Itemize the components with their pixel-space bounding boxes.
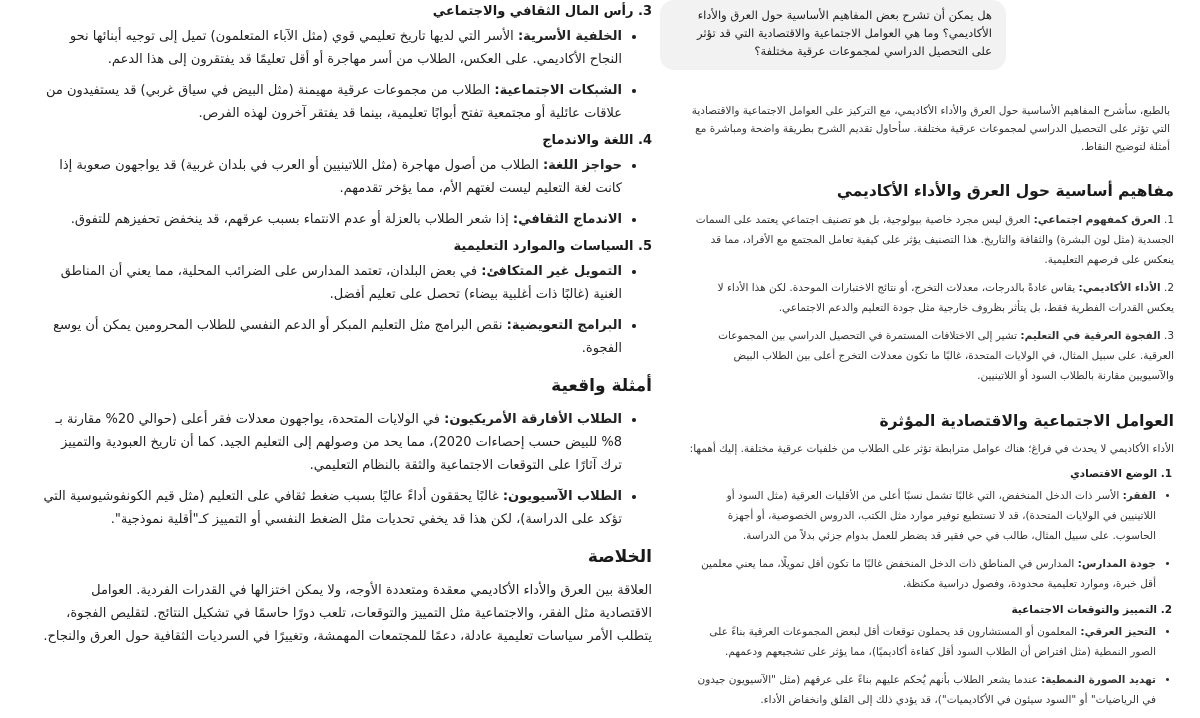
list-item: • جودة المدارس: المدارس في المناطق ذات الدخل المنخفض غالبًا ما تكون أقل تمويلًا، مما يعني معلمين أقل خبرة، وموارد تعليمية محدودة، وفصول دراسية مكتظة. <box>688 554 1156 594</box>
list-item: • الشبكات الاجتماعية: الطلاب من مجموعات عرقية مهيمنة (مثل البيض في سياق غربي) قد يستفيدون من علاقات عائلية أو مجتمعية تفتح أبوابًا تعليمية، بينما قد يفتقر آخرون لهذه الفرص. <box>40 79 622 125</box>
subsection-title-policies: 5. السياسات والموارد التعليمية <box>453 239 652 254</box>
subsection-title-cultural-capital: 3. رأس المال الثقافي والاجتماعي <box>432 4 652 19</box>
list-item: • الطلاب الآسيويون: غالبًا يحققون أداءً عاليًا بسبب ضغط ثقافي على التعليم (مثل قيم الكونفوشيوسية التي تؤكد على الدراسة)، لكن هذا قد يخفي تحديات مثل الضغط النفسي أو التمييز كـ"أقلية نموذجية". <box>40 485 622 531</box>
list-item: • الاندماج الثقافي: إذا شعر الطلاب بالعزلة أو عدم الانتماء بسبب عرقهم، قد ينخفض تحفيزهم للتفوق. <box>40 208 622 231</box>
subsection-title-discrimination: 2. التمييز والتوقعات الاجتماعية <box>1011 604 1172 616</box>
user-question-text: هل يمكن أن تشرح بعض المفاهيم الأساسية حول العرق والأداء الأكاديمي؟ وما هي العوامل الاجتماعية والاقتصادية التي قد تؤثر على التحصيل الدراسي لمجموعات عرقية مختلفة؟ <box>697 8 992 58</box>
user-question-bubble <box>660 0 1006 70</box>
subsection-title-economic: 1. الوضع الاقتصادي <box>1070 468 1172 480</box>
right-column <box>688 0 1180 718</box>
concept-term: العرق كمفهوم اجتماعي: <box>1033 214 1161 226</box>
section-title-factors: العوامل الاجتماعية والاقتصادية المؤثرة <box>879 412 1174 430</box>
discrimination-list <box>688 622 1180 710</box>
left-column <box>40 0 652 648</box>
list-item: • التحيز العرقي: المعلمون أو المستشارون قد يحملون توقعات أقل لبعض المجموعات العرقية بناءً على الصور النمطية (مثل افتراض أن الطلاب السود أقل كفاءة أكاديميًا)، مما يؤثر على تشجيعهم ودعمهم. <box>688 622 1156 662</box>
list-item: • البرامج التعويضية: نقص البرامج مثل التعليم المبكر أو الدعم النفسي للطلاب المحرومين يمكن أن يوسع الفجوة. <box>40 314 622 360</box>
concept-item: 2. الأداء الأكاديمي: يقاس عادةً بالدرجات، معدلات التخرج، أو نتائج الاختبارات الموحدة. لكن هذا الأداء لا يعكس القدرات الفطرية فقط، بل يتأثر بظروف خارجية مثل جودة التعليم والدعم الاجتماعي. <box>717 282 1174 314</box>
concept-item: 1. العرق كمفهوم اجتماعي: العرق ليس مجرد خاصية بيولوجية، بل هو تصنيف اجتماعي يعتمد على السمات الجسدية (مثل لون البشرة) والثقافة والتاريخ. هذا التصنيف يؤثر على كيفية تعامل المجتمع مع الأفراد، مما قد ينعكس على فرصهم التعليمية. <box>695 214 1174 266</box>
list-item: • الخلفية الأسرية: الأسر التي لديها تاريخ تعليمي قوي (مثل الآباء المتعلمون) تميل إلى توجيه أبنائها نحو النجاح الأكاديمي. على العكس، الطلاب من أسر مهاجرة أو أقل تعليمًا قد يفتقرون إلى هذا الدعم. <box>40 25 622 71</box>
list-item: • الطلاب الأفارقة الأمريكيون: في الولايات المتحدة، يواجهون معدلات فقر أعلى (حوالي 20% مقارنة بـ 8% للبيض حسب إحصاءات 2020)، مما يحد من وصولهم إلى التعليم الجيد. كما أن تاريخ العبودية والتمييز ترك آثارًا على التوقعات الاجتماعية والثقة بالنظام التعليمي. <box>40 408 622 477</box>
concept-term: الأداء الأكاديمي: <box>1078 282 1161 294</box>
subsection-title-language: 4. اللغة والاندماج <box>542 133 652 148</box>
economic-list <box>688 486 1180 594</box>
list-item: • تهديد الصورة النمطية: عندما يشعر الطلاب بأنهم يُحكم عليهم بناءً على عرقهم (مثل "الآسيويون جيدون في الرياضيات" أو "السود سيئون في الأكاديميات")، قد يؤدي ذلك إلى القلق وانخفاض الأداء. <box>688 670 1156 710</box>
list-item: • التمويل غير المتكافئ: في بعض البلدان، تعتمد المدارس على الضرائب المحلية، مما يعني أن المناطق الغنية (غالبًا ذات أغلبية بيضاء) تحصل على تعليم أفضل. <box>40 260 622 306</box>
cultural-capital-list <box>40 25 652 125</box>
conclusion-text: العلاقة بين العرق والأداء الأكاديمي معقدة ومتعددة الأوجه، ولا يمكن اختزالها في القدرات الفردية. العوامل الاقتصادية مثل الفقر، والاجتماعية مثل التمييز والتوقعات، تلعب دورًا حاسمًا في تشكيل النتائج. لتقليص الفجوة، يتطلب الأمر سياسات تعليمية عادلة، دعمًا للمجتمعات المهمشة، وتغييرًا في السرديات الثقافية حول العرق والنجاح. <box>43 583 652 644</box>
concept-item: 3. الفجوة العرقية في التعليم: تشير إلى الاختلافات المستمرة في التحصيل الدراسي بين المجموعات العرقية. على سبيل المثال، في الولايات المتحدة، غالبًا ما تكون معدلات التخرج أعلى بين الطلاب البيض والآسيويين مقارنة بالطلاب السود أو اللاتينيين. <box>718 330 1174 382</box>
concept-text: تشير إلى الاختلافات المستمرة في التحصيل الدراسي بين المجموعات العرقية. على سبيل المثال، في الولايات المتحدة، غالبًا ما تكون معدلات التخرج أعلى بين الطلاب البيض والآسيويين مقارنة بالطلاب السود أو اللاتينيين. <box>718 330 1174 382</box>
list-item: • حواجز اللغة: الطلاب من أصول مهاجرة (مثل اللاتينيين أو العرب في بلدان غربية) قد يواجهون صعوبة إذا كانت لغة التعليم ليست لغتهم الأم، مما يؤخر تقدمهم. <box>40 154 622 200</box>
answer-intro: بالطبع، سأشرح المفاهيم الأساسية حول العرق والأداء الأكاديمي، مع التركيز على العوامل الاجتماعية والاقتصادية التي تؤثر على التحصيل الدراسي لمجموعات عرقية مختلفة. سأحاول تقديم الشرح بطريقة واضحة ومباشرة مع أمثلة لتوضيح النقاط. <box>691 105 1170 153</box>
language-list <box>40 154 652 231</box>
section-title-concepts: مفاهيم أساسية حول العرق والأداء الأكاديمي <box>836 182 1174 200</box>
policies-list <box>40 260 652 360</box>
concept-text: يقاس عادةً بالدرجات، معدلات التخرج، أو نتائج الاختبارات الموحدة. لكن هذا الأداء لا يعكس القدرات الفطرية فقط، بل يتأثر بظروف خارجية مثل جودة التعليم والدعم الاجتماعي. <box>717 282 1174 314</box>
concept-text: العرق ليس مجرد خاصية بيولوجية، بل هو تصنيف اجتماعي يعتمد على السمات الجسدية (مثل لون البشرة) والثقافة والتاريخ. هذا التصنيف يؤثر على كيفية تعامل المجتمع مع الأفراد، مما قد ينعكس على فرصهم التعليمية. <box>695 214 1174 266</box>
list-item: • الفقر: الأسر ذات الدخل المنخفض، التي غالبًا تشمل نسبًا أعلى من الأقليات العرقية (مثل السود أو اللاتينيين في الولايات المتحدة)، قد لا تستطيع توفير موارد مثل الكتب، الدروس الخصوصية، أو أجهزة الحاسوب. على سبيل المثال، طالب في حي فقير قد يضطر للعمل بدوام جزئي بدلاً من الدراسة. <box>688 486 1156 546</box>
section-title-examples: أمثلة واقعية <box>551 376 652 396</box>
concept-term: الفجوة العرقية في التعليم: <box>1020 330 1161 342</box>
section-title-conclusion: الخلاصة <box>587 547 652 567</box>
examples-list <box>40 408 652 531</box>
factors-intro: الأداء الأكاديمي لا يحدث في فراغ؛ هناك عوامل مترابطة تؤثر على الطلاب من خلفيات عرقية مختلفة. إليك أهمها: <box>689 443 1174 455</box>
